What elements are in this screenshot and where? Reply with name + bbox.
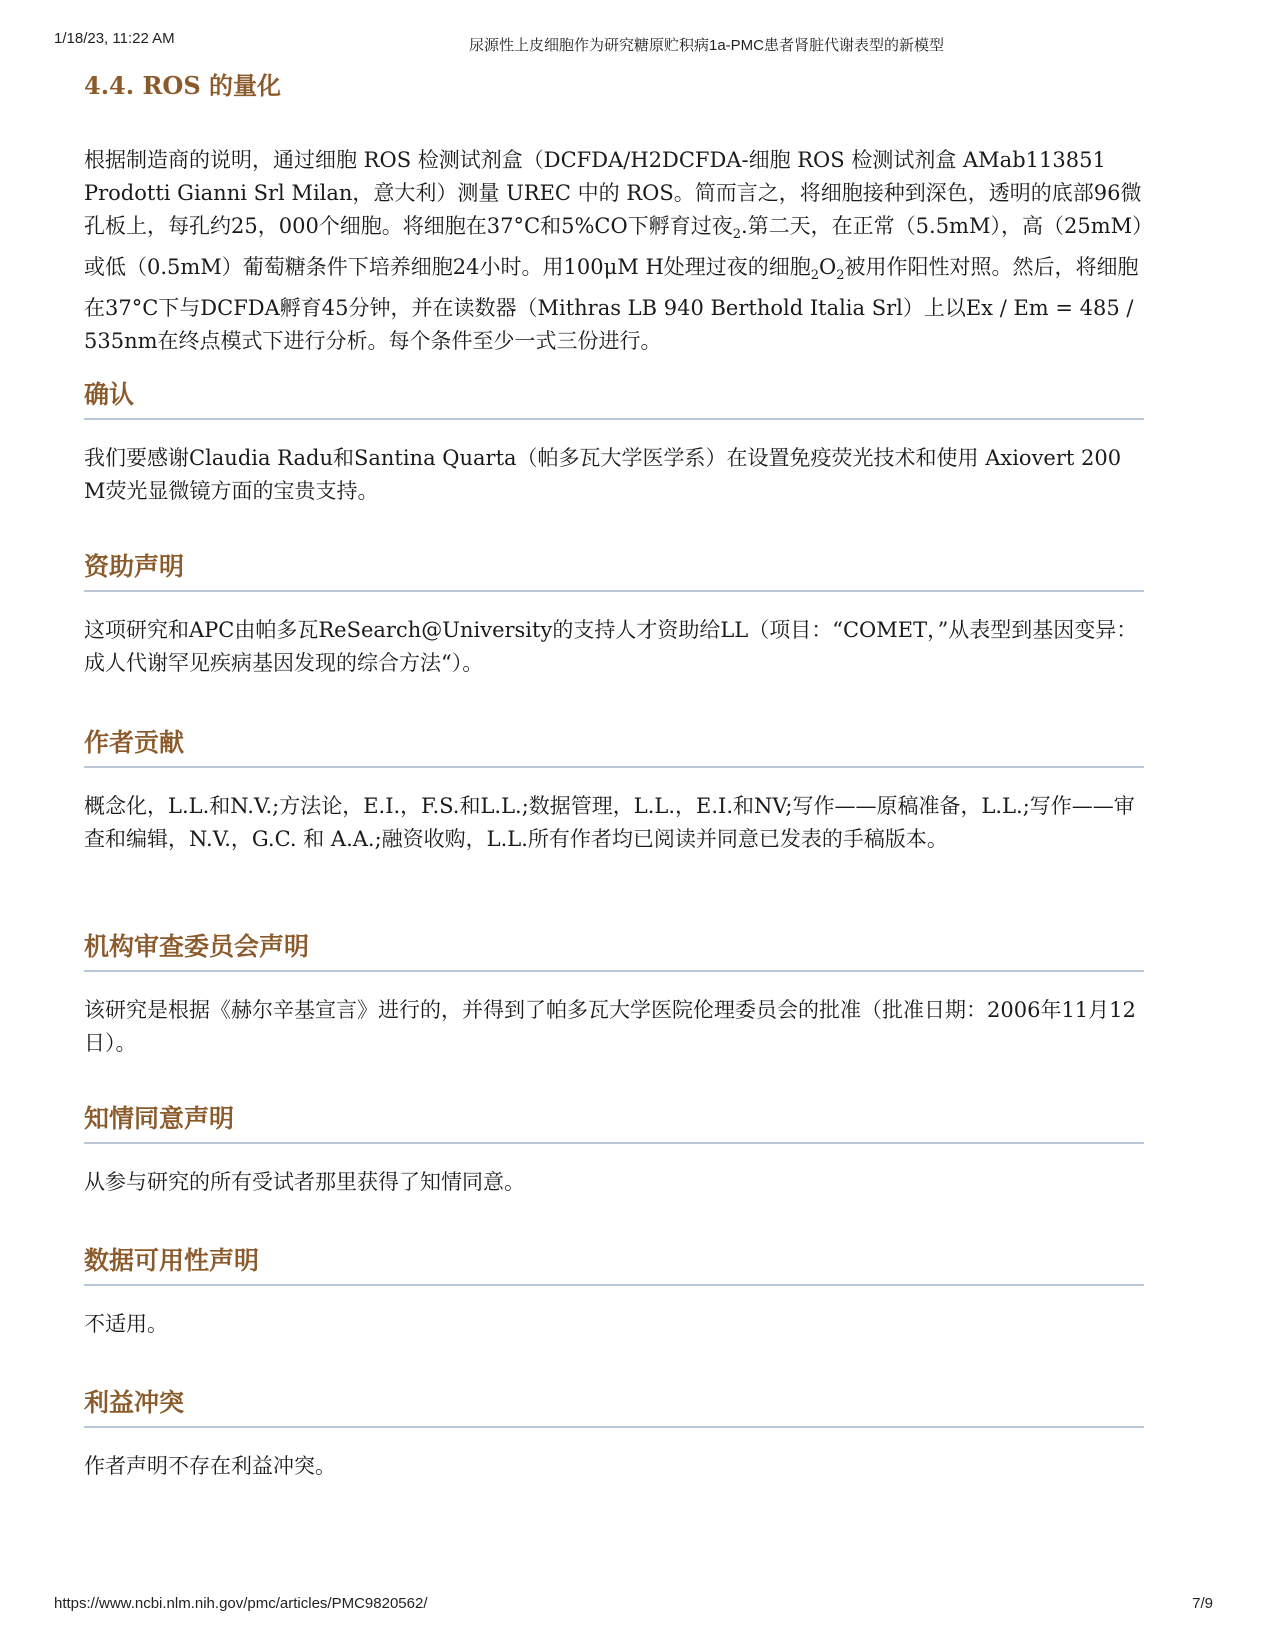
section-title-conflicts: 利益冲突 [84, 1386, 1144, 1428]
print-date: 1/18/23, 11:22 AM [54, 30, 175, 47]
print-page-title: 尿源性上皮细胞作为研究糖原贮积病1a-PMC患者肾脏代谢表型的新模型 [469, 37, 945, 54]
ros-subscript-2: 2 [810, 268, 820, 284]
print-footer [54, 1595, 1221, 1617]
print-url: https://www.ncbi.nlm.nih.gov/pmc/articles/PMC9820562/ [54, 1595, 428, 1612]
funding-text: 这项研究和APC由帕多瓦ReSearch@University的支持人才资助给LL（项目：“COMET，”从表型到基因变异：成人代谢罕见疾病基因发现的综合方法“）。 [84, 618, 1138, 675]
ros-subscript-1: 2 [732, 227, 741, 243]
informed-consent-text: 从参与研究的所有受试者那里获得了知情同意。 [84, 1170, 525, 1194]
section-title-acknowledgments: 确认 [84, 378, 1144, 420]
section-ros-quantification [84, 66, 1144, 378]
section-irb-statement [84, 930, 1144, 1102]
section-title-irb: 机构审查委员会声明 [84, 930, 1144, 972]
subsection-title-ros: 4.4. ROS 的量化 [84, 71, 282, 100]
section-funding [84, 550, 1144, 726]
conflicts-text: 作者声明不存在利益冲突。 [84, 1454, 336, 1478]
author-contributions-text: 概念化，L.L.和N.V.;方法论，E.I.，F.S.和L.L.;数据管理，L.L.，E.I.和NV;写作——原稿准备，L.L.;写作——审查和编辑，N.V.，G.C. 和 A.A.;融资收购，L.L.所有作者均已阅读并同意已发表的手稿版本。 [84, 794, 1135, 851]
article-content [84, 66, 1144, 1506]
section-conflicts-of-interest [84, 1386, 1144, 1506]
section-title-author-contributions: 作者贡献 [84, 726, 1144, 768]
section-title-funding: 资助声明 [84, 550, 1144, 592]
ros-text-d: 被用作阳性对照。然后，将细胞在37°C下与DCFDA孵育45分钟，并在读数器（Mithras LB 940 Berthold Italia Srl）上以Ex / Em = 485 / 535nm在终点模式下进行分析。每个条件至少一式三份进行。 [84, 255, 1139, 354]
ros-text-c: O [819, 255, 837, 280]
section-acknowledgments [84, 378, 1144, 550]
irb-text: 该研究是根据《赫尔辛基宣言》进行的，并得到了帕多瓦大学医院伦理委员会的批准（批准日期：2006年11月12日）。 [84, 998, 1136, 1055]
section-title-data-availability: 数据可用性声明 [84, 1244, 1144, 1286]
page-number: 7/9 [1192, 1595, 1213, 1612]
section-author-contributions [84, 726, 1144, 930]
section-informed-consent [84, 1102, 1144, 1244]
section-title-informed-consent: 知情同意声明 [84, 1102, 1144, 1144]
acknowledgments-text: 我们要感谢Claudia Radu和Santina Quarta（帕多瓦大学医学系）在设置免疫荧光技术和使用 Axiovert 200 M荧光显微镜方面的宝贵支持。 [84, 446, 1122, 503]
print-header [54, 30, 1221, 52]
ros-paragraph [84, 144, 1144, 358]
ros-text-b: .第二天，在正常（5.5mM），高（25mM）或低（0.5mM）葡萄糖条件下培养细胞24小时。用100μM H处理过夜的细胞 [84, 214, 1143, 280]
ros-subscript-3: 2 [836, 268, 845, 284]
section-data-availability [84, 1244, 1144, 1386]
data-availability-text: 不适用。 [84, 1312, 168, 1336]
ros-text-a: 根据制造商的说明，通过细胞 ROS 检测试剂盒（DCFDA/H2DCFDA-细胞 ROS 检测试剂盒 AMab113851 Prodotti Gianni Srl Milan，意大利）测量 UREC 中的 ROS。简而言之，将细胞接种到深色，透明的底部96微孔板上，每孔约25，000个细胞。将细胞在37°C和5%CO下孵育过夜 [84, 148, 1142, 238]
